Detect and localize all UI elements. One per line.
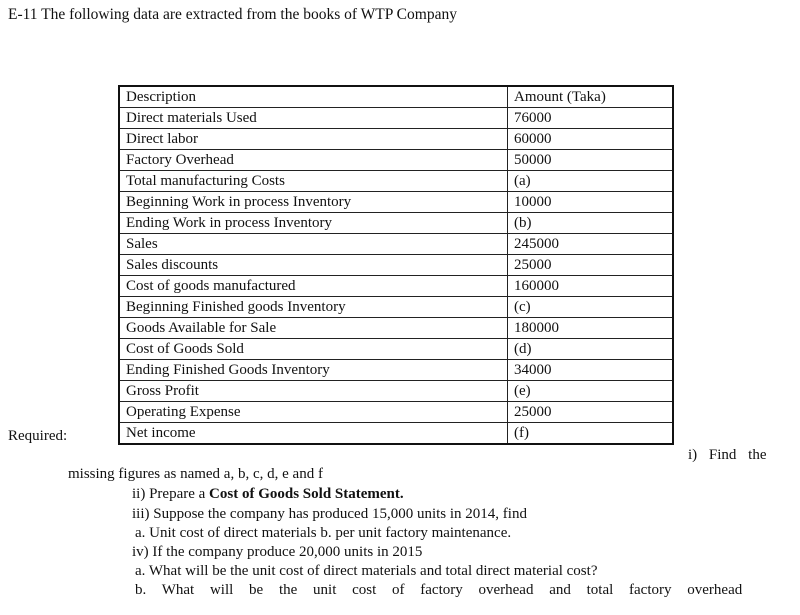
row-amount: 25000 [508, 402, 674, 423]
table-row [119, 381, 673, 402]
table-row [119, 108, 673, 129]
row-description: Gross Profit [119, 381, 508, 402]
question-4a: a. What will be the unit cost of direct materials and total direct material cost? [135, 563, 598, 579]
question-4b: b. What will be the unit cost of factory overhead and total factory overhead [135, 582, 743, 598]
row-description: Direct labor [119, 129, 508, 150]
table-row [119, 402, 673, 423]
data-table [118, 85, 674, 445]
row-description: Cost of goods manufactured [119, 276, 508, 297]
row-description: Factory Overhead [119, 150, 508, 171]
question-2 [132, 486, 404, 503]
question-2-prefix: ii) Prepare a [132, 486, 210, 502]
table-row [119, 318, 673, 339]
row-description: Beginning Work in process Inventory [119, 192, 508, 213]
row-amount: 245000 [508, 234, 674, 255]
header-amount: Amount (Taka) [508, 86, 674, 108]
table-row [119, 360, 673, 381]
question-4: iv) If the company produce 20,000 units in 2015 [132, 544, 423, 560]
row-amount: 76000 [508, 108, 674, 129]
row-description: Net income [119, 423, 508, 445]
row-description: Ending Finished Goods Inventory [119, 360, 508, 381]
question-2-bold: Cost of Goods Sold Statement. [209, 486, 404, 502]
row-amount: (a) [508, 171, 674, 192]
row-amount: 34000 [508, 360, 674, 381]
row-description: Total manufacturing Costs [119, 171, 508, 192]
page-title: E-11 The following data are extracted from the books of WTP Company [8, 6, 457, 23]
table-row [119, 339, 673, 360]
table-row [119, 423, 673, 445]
question-3-parts: a. Unit cost of direct materials b. per unit factory maintenance. [135, 525, 512, 541]
required-label: Required: [8, 428, 68, 444]
row-amount: 180000 [508, 318, 674, 339]
row-description: Operating Expense [119, 402, 508, 423]
header-description: Description [119, 86, 508, 108]
row-description: Goods Available for Sale [119, 318, 508, 339]
row-amount: (c) [508, 297, 674, 318]
row-amount: (f) [508, 423, 674, 445]
row-amount: 160000 [508, 276, 674, 297]
row-description: Sales discounts [119, 255, 508, 276]
table-row [119, 213, 673, 234]
row-amount: 25000 [508, 255, 674, 276]
table-row [119, 297, 673, 318]
table-row [119, 192, 673, 213]
row-description: Sales [119, 234, 508, 255]
row-description: Direct materials Used [119, 108, 508, 129]
row-description: Cost of Goods Sold [119, 339, 508, 360]
table-header-row [119, 86, 673, 108]
question-3: iii) Suppose the company has produced 15,000 units in 2014, find [132, 506, 527, 522]
table-row [119, 129, 673, 150]
question-1-start: i) Find the [688, 447, 767, 463]
row-amount: 10000 [508, 192, 674, 213]
table-row [119, 171, 673, 192]
row-amount: 60000 [508, 129, 674, 150]
table-row [119, 255, 673, 276]
question-1-continued: missing figures as named a, b, c, d, e and f [68, 466, 323, 482]
table-row [119, 150, 673, 171]
row-description: Beginning Finished goods Inventory [119, 297, 508, 318]
row-amount: (e) [508, 381, 674, 402]
table-row [119, 234, 673, 255]
table-row [119, 276, 673, 297]
row-amount: 50000 [508, 150, 674, 171]
row-amount: (b) [508, 213, 674, 234]
row-amount: (d) [508, 339, 674, 360]
row-description: Ending Work in process Inventory [119, 213, 508, 234]
